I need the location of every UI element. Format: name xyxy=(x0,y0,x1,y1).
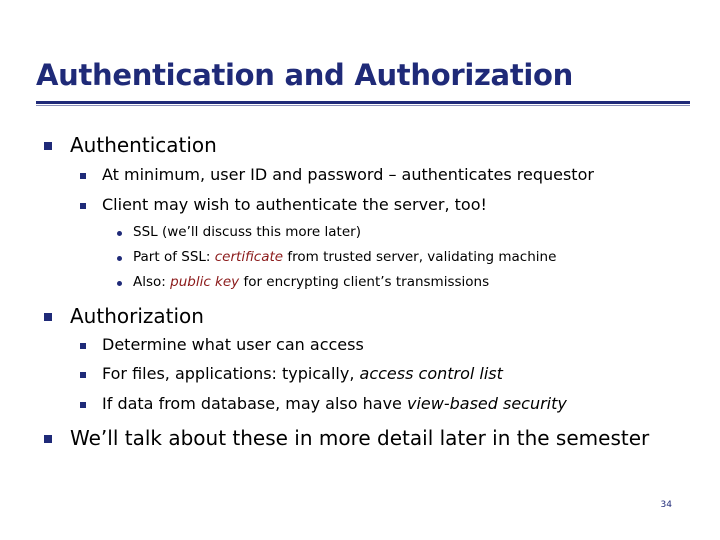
square-bullet-icon xyxy=(80,173,86,179)
auth-item-password: At minimum, user ID and password – authenticates requestor xyxy=(102,165,594,184)
ssl-note: SSL (we’ll discuss this more later) xyxy=(133,224,361,240)
page-number: 34 xyxy=(660,500,672,510)
closing-statement: We’ll talk about these in more detail later in the semester xyxy=(70,426,650,450)
authz-acl-prefix: For files, applications: typically, xyxy=(102,364,360,383)
auth-item-server: Client may wish to authenticate the server, too! xyxy=(102,195,487,214)
authz-item-determine: Determine what user can access xyxy=(102,335,364,354)
square-bullet-icon xyxy=(44,142,52,150)
square-bullet-icon xyxy=(80,203,86,209)
certificate-term: certificate xyxy=(214,249,284,265)
dot-bullet-icon xyxy=(117,231,122,236)
view-security-term: view-based security xyxy=(406,394,567,413)
public-key-prefix: Also: xyxy=(133,274,171,290)
public-key-line xyxy=(133,276,489,290)
slide-title: Authentication and Authorization xyxy=(36,58,573,92)
title-divider xyxy=(36,101,690,104)
dot-bullet-icon xyxy=(117,256,122,261)
square-bullet-icon xyxy=(80,343,86,349)
square-bullet-icon xyxy=(80,372,86,378)
ssl-certificate-prefix: Part of SSL: xyxy=(133,249,215,265)
authz-item-view xyxy=(102,396,567,412)
ssl-certificate-suffix: from trusted server, validating machine xyxy=(283,249,557,265)
square-bullet-icon xyxy=(44,435,52,443)
acl-term: access control list xyxy=(359,364,503,383)
authz-item-acl xyxy=(102,366,503,382)
authentication-heading: Authentication xyxy=(70,133,217,157)
dot-bullet-icon xyxy=(117,281,122,286)
authorization-heading: Authorization xyxy=(70,304,204,328)
authz-view-prefix: If data from database, may also have xyxy=(102,394,407,413)
square-bullet-icon xyxy=(80,402,86,408)
ssl-certificate-line xyxy=(133,251,556,265)
square-bullet-icon xyxy=(44,313,52,321)
public-key-term: public key xyxy=(170,274,240,290)
title-divider-thin xyxy=(36,105,690,106)
public-key-suffix: for encrypting client’s transmissions xyxy=(239,274,490,290)
